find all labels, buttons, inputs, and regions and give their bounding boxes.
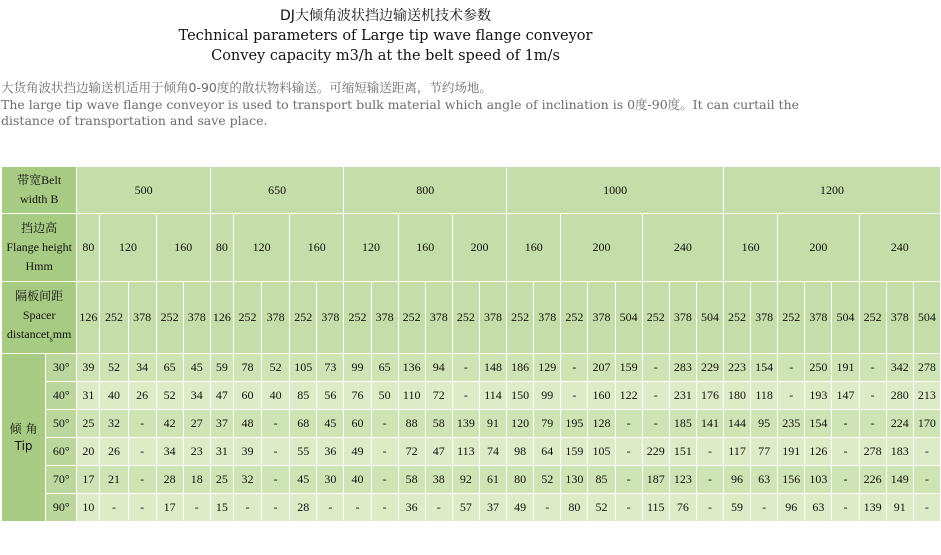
capacity-cell: 63: [751, 466, 778, 494]
capacity-cell: 28: [290, 494, 317, 522]
tip-header: 倾 角 Tip: [2, 354, 46, 522]
table-row: [2, 354, 941, 382]
capacity-cell: 34: [156, 438, 183, 466]
capacity-cell: -: [913, 466, 940, 494]
capacity-cell: 60: [233, 382, 261, 410]
capacity-cell: 18: [183, 466, 210, 494]
spacer-cell: 252: [290, 282, 317, 354]
capacity-cell: 25: [77, 410, 100, 438]
capacity-cell: 26: [100, 438, 128, 466]
capacity-cell: -: [696, 494, 723, 522]
capacity-cell: -: [128, 466, 156, 494]
capacity-cell: 73: [317, 354, 344, 382]
capacity-cell: 27: [183, 410, 210, 438]
capacity-cell: 88: [398, 410, 425, 438]
flange-height-cell: 160: [507, 214, 561, 282]
capacity-cell: 180: [724, 382, 751, 410]
capacity-cell: 52: [100, 354, 128, 382]
capacity-cell: 56: [317, 382, 344, 410]
capacity-cell: 122: [615, 382, 642, 410]
capacity-cell: -: [615, 466, 642, 494]
capacity-cell: 159: [615, 354, 642, 382]
capacity-cell: 31: [210, 438, 233, 466]
capacity-cell: -: [832, 494, 859, 522]
capacity-cell: -: [262, 410, 290, 438]
capacity-cell: 17: [77, 466, 100, 494]
spacer-cell: 378: [534, 282, 561, 354]
capacity-cell: 42: [156, 410, 183, 438]
capacity-cell: 58: [425, 410, 452, 438]
capacity-cell: 72: [398, 438, 425, 466]
capacity-cell: 78: [233, 354, 261, 382]
capacity-cell: -: [183, 494, 210, 522]
capacity-cell: 139: [452, 410, 479, 438]
capacity-cell: 26: [128, 382, 156, 410]
capacity-cell: 115: [642, 494, 669, 522]
spacer-cell: 378: [886, 282, 913, 354]
angle-cell: 90°: [46, 494, 77, 522]
capacity-cell: -: [778, 354, 805, 382]
capacity-cell: 32: [233, 466, 261, 494]
capacity-cell: -: [696, 466, 723, 494]
spacer-cell: 126: [77, 282, 100, 354]
capacity-cell: 17: [156, 494, 183, 522]
capacity-cell: 160: [588, 382, 615, 410]
capacity-cell: 342: [886, 354, 913, 382]
capacity-cell: -: [615, 410, 642, 438]
angle-cell: 30°: [46, 354, 77, 382]
capacity-cell: -: [262, 494, 290, 522]
flange-height-cell: 80: [77, 214, 100, 282]
capacity-cell: -: [371, 410, 398, 438]
capacity-cell: 213: [913, 382, 940, 410]
capacity-cell: 15: [210, 494, 233, 522]
capacity-cell: 20: [77, 438, 100, 466]
capacity-cell: 91: [479, 410, 506, 438]
capacity-cell: -: [642, 354, 669, 382]
table-row: [2, 494, 941, 522]
spacer-cell: 252: [100, 282, 128, 354]
capacity-cell: -: [561, 354, 588, 382]
capacity-cell: -: [859, 410, 886, 438]
capacity-cell: -: [317, 494, 344, 522]
capacity-cell: 52: [534, 466, 561, 494]
capacity-cell: 25: [210, 466, 233, 494]
flange-height-cell: 120: [233, 214, 289, 282]
capacity-cell: 55: [290, 438, 317, 466]
capacity-cell: 32: [100, 410, 128, 438]
capacity-cell: 52: [262, 354, 290, 382]
capacity-cell: 147: [832, 382, 859, 410]
spacer-cell: 252: [156, 282, 183, 354]
capacity-cell: -: [832, 410, 859, 438]
title-cn: DJ大倾角波状挡边输送机技术参数: [280, 8, 491, 24]
capacity-cell: 34: [183, 382, 210, 410]
spacer-cell: 378: [425, 282, 452, 354]
intro-en: The large tip wave flange conveyor is used to transport bulk material which angle of inclination is 0度-90度。It can curtail the distance of transportation and save place.: [1, 97, 800, 128]
capacity-cell: 103: [805, 466, 832, 494]
capacity-cell: 85: [588, 466, 615, 494]
capacity-cell: 40: [100, 382, 128, 410]
capacity-cell: 59: [210, 354, 233, 382]
capacity-cell: -: [615, 494, 642, 522]
capacity-cell: 36: [398, 494, 425, 522]
angle-cell: 50°: [46, 410, 77, 438]
spacer-cell: 378: [317, 282, 344, 354]
belt-width-cell: 1200: [724, 167, 941, 214]
spacer-cell: 252: [778, 282, 805, 354]
capacity-cell: 45: [317, 410, 344, 438]
capacity-cell: 123: [669, 466, 696, 494]
spacer-cell: 378: [262, 282, 290, 354]
capacity-cell: 136: [398, 354, 425, 382]
capacity-cell: 191: [832, 354, 859, 382]
capacity-cell: 235: [778, 410, 805, 438]
capacity-cell: 40: [262, 382, 290, 410]
capacity-cell: 154: [805, 410, 832, 438]
capacity-cell: 21: [100, 466, 128, 494]
table-row: [2, 410, 941, 438]
capacity-cell: 118: [751, 382, 778, 410]
flange-height-cell: 240: [642, 214, 723, 282]
spec-table: [1, 166, 941, 522]
capacity-cell: 47: [425, 438, 452, 466]
belt-width-cell: 500: [77, 167, 211, 214]
spacer-cell: 378: [805, 282, 832, 354]
capacity-cell: -: [642, 410, 669, 438]
capacity-cell: -: [696, 438, 723, 466]
flange-height-row: [2, 214, 941, 282]
capacity-cell: 74: [479, 438, 506, 466]
capacity-cell: 65: [156, 354, 183, 382]
capacity-cell: -: [128, 494, 156, 522]
capacity-cell: 224: [886, 410, 913, 438]
capacity-cell: 185: [669, 410, 696, 438]
capacity-cell: -: [642, 382, 669, 410]
spacer-cell: 378: [479, 282, 506, 354]
capacity-cell: -: [913, 494, 940, 522]
capacity-cell: 77: [751, 438, 778, 466]
spacer-cell: 252: [561, 282, 588, 354]
capacity-cell: 37: [210, 410, 233, 438]
capacity-cell: 128: [588, 410, 615, 438]
capacity-cell: 126: [805, 438, 832, 466]
capacity-cell: -: [371, 438, 398, 466]
flange-height-header: 挡边高 Flange height Hmm: [2, 214, 77, 282]
flange-height-cell: 80: [210, 214, 233, 282]
capacity-cell: 60: [344, 410, 371, 438]
capacity-cell: 176: [696, 382, 723, 410]
angle-cell: 70°: [46, 466, 77, 494]
capacity-cell: -: [128, 438, 156, 466]
capacity-cell: 63: [805, 494, 832, 522]
capacity-cell: 39: [77, 354, 100, 382]
spacer-cell: 378: [588, 282, 615, 354]
capacity-cell: 150: [507, 382, 534, 410]
capacity-cell: 130: [561, 466, 588, 494]
capacity-cell: 283: [669, 354, 696, 382]
spacer-row: [2, 282, 941, 354]
spacer-cell: 252: [507, 282, 534, 354]
capacity-cell: -: [778, 382, 805, 410]
spacer-cell: 252: [859, 282, 886, 354]
belt-width-row: [2, 167, 941, 214]
spacer-cell: 252: [344, 282, 371, 354]
flange-height-cell: 160: [398, 214, 452, 282]
capacity-cell: 61: [479, 466, 506, 494]
capacity-cell: 76: [344, 382, 371, 410]
capacity-cell: 139: [859, 494, 886, 522]
capacity-cell: 105: [588, 438, 615, 466]
capacity-cell: 278: [859, 438, 886, 466]
flange-height-cell: 200: [452, 214, 506, 282]
spacer-cell: 252: [724, 282, 751, 354]
capacity-cell: 231: [669, 382, 696, 410]
capacity-cell: -: [452, 354, 479, 382]
capacity-cell: 154: [751, 354, 778, 382]
flange-height-cell: 240: [859, 214, 940, 282]
capacity-cell: 45: [183, 354, 210, 382]
capacity-cell: 28: [156, 466, 183, 494]
capacity-cell: -: [262, 438, 290, 466]
capacity-cell: 49: [507, 494, 534, 522]
angle-cell: 40°: [46, 382, 77, 410]
capacity-cell: -: [371, 494, 398, 522]
belt-width-cell: 800: [344, 167, 507, 214]
capacity-cell: 50: [371, 382, 398, 410]
capacity-cell: 229: [642, 438, 669, 466]
spacer-header: 隔板间距 Spacer distancet$_s$mm: [2, 282, 77, 354]
spacer-cell: 252: [642, 282, 669, 354]
capacity-cell: 187: [642, 466, 669, 494]
capacity-cell: 45: [290, 466, 317, 494]
capacity-cell: 151: [669, 438, 696, 466]
table-row: [2, 382, 941, 410]
capacity-cell: -: [615, 438, 642, 466]
spacer-cell: 126: [210, 282, 233, 354]
capacity-cell: 92: [452, 466, 479, 494]
spacer-cell: 378: [183, 282, 210, 354]
capacity-cell: -: [262, 466, 290, 494]
capacity-cell: 144: [724, 410, 751, 438]
capacity-cell: 280: [886, 382, 913, 410]
capacity-cell: -: [859, 354, 886, 382]
angle-cell: 60°: [46, 438, 77, 466]
capacity-cell: 159: [561, 438, 588, 466]
capacity-cell: 94: [425, 354, 452, 382]
title-en-2: Convey capacity m3/h at the belt speed of 1m/s: [211, 48, 560, 64]
capacity-cell: 91: [886, 494, 913, 522]
capacity-cell: 64: [534, 438, 561, 466]
capacity-cell: 141: [696, 410, 723, 438]
spacer-cell: 252: [452, 282, 479, 354]
capacity-cell: 80: [507, 466, 534, 494]
capacity-cell: -: [452, 382, 479, 410]
spacer-cell: 504: [832, 282, 859, 354]
capacity-cell: 195: [561, 410, 588, 438]
capacity-cell: 79: [534, 410, 561, 438]
belt-width-cell: 650: [210, 167, 344, 214]
spacer-cell: 378: [371, 282, 398, 354]
spacer-cell: 378: [751, 282, 778, 354]
capacity-cell: 110: [398, 382, 425, 410]
capacity-cell: 36: [317, 438, 344, 466]
capacity-cell: 105: [290, 354, 317, 382]
capacity-cell: 37: [479, 494, 506, 522]
capacity-cell: 191: [778, 438, 805, 466]
capacity-cell: 229: [696, 354, 723, 382]
capacity-cell: 98: [507, 438, 534, 466]
capacity-cell: 52: [588, 494, 615, 522]
spacer-cell: 252: [398, 282, 425, 354]
title-en-1: Technical parameters of Large tip wave flange conveyor: [178, 28, 593, 44]
belt-width-cell: 1000: [507, 167, 724, 214]
capacity-cell: 80: [561, 494, 588, 522]
capacity-cell: -: [859, 382, 886, 410]
capacity-cell: 76: [669, 494, 696, 522]
spacer-cell: 378: [669, 282, 696, 354]
belt-width-header: 带宽Belt width B: [2, 167, 77, 214]
capacity-cell: 99: [534, 382, 561, 410]
capacity-cell: 72: [425, 382, 452, 410]
capacity-cell: 85: [290, 382, 317, 410]
capacity-cell: 129: [534, 354, 561, 382]
intro-block: [1, 80, 821, 129]
capacity-cell: 47: [210, 382, 233, 410]
capacity-cell: 48: [233, 410, 261, 438]
capacity-cell: -: [371, 466, 398, 494]
capacity-cell: 120: [507, 410, 534, 438]
capacity-cell: -: [425, 494, 452, 522]
capacity-cell: -: [100, 494, 128, 522]
capacity-cell: 96: [778, 494, 805, 522]
flange-height-cell: 160: [724, 214, 778, 282]
capacity-cell: -: [832, 438, 859, 466]
capacity-cell: -: [344, 494, 371, 522]
spacer-cell: 504: [615, 282, 642, 354]
capacity-cell: 65: [371, 354, 398, 382]
capacity-cell: 113: [452, 438, 479, 466]
capacity-cell: -: [832, 466, 859, 494]
capacity-cell: 226: [859, 466, 886, 494]
capacity-cell: 34: [128, 354, 156, 382]
capacity-cell: 23: [183, 438, 210, 466]
capacity-cell: 68: [290, 410, 317, 438]
table-row: [2, 438, 941, 466]
capacity-cell: 223: [724, 354, 751, 382]
capacity-cell: 30: [317, 466, 344, 494]
capacity-cell: -: [751, 494, 778, 522]
flange-height-cell: 200: [561, 214, 642, 282]
capacity-cell: 156: [778, 466, 805, 494]
spacer-cell: 504: [696, 282, 723, 354]
title-block: [0, 6, 771, 66]
capacity-cell: 207: [588, 354, 615, 382]
capacity-cell: 39: [233, 438, 261, 466]
capacity-cell: 59: [724, 494, 751, 522]
table-row: [2, 466, 941, 494]
capacity-cell: 58: [398, 466, 425, 494]
flange-height-cell: 120: [344, 214, 398, 282]
capacity-cell: 99: [344, 354, 371, 382]
capacity-cell: -: [233, 494, 261, 522]
capacity-cell: 170: [913, 410, 940, 438]
flange-height-cell: 160: [156, 214, 210, 282]
capacity-cell: 193: [805, 382, 832, 410]
capacity-cell: 57: [452, 494, 479, 522]
capacity-cell: 49: [344, 438, 371, 466]
capacity-cell: -: [561, 382, 588, 410]
capacity-cell: 40: [344, 466, 371, 494]
flange-height-cell: 120: [100, 214, 156, 282]
capacity-cell: 95: [751, 410, 778, 438]
flange-height-cell: 200: [778, 214, 859, 282]
capacity-cell: 250: [805, 354, 832, 382]
capacity-cell: 148: [479, 354, 506, 382]
spacer-cell: 378: [128, 282, 156, 354]
capacity-cell: 38: [425, 466, 452, 494]
spacer-cell: 504: [913, 282, 940, 354]
spacer-cell: 252: [233, 282, 261, 354]
capacity-cell: 96: [724, 466, 751, 494]
capacity-cell: 52: [156, 382, 183, 410]
capacity-cell: 31: [77, 382, 100, 410]
capacity-cell: 183: [886, 438, 913, 466]
capacity-cell: -: [913, 438, 940, 466]
capacity-cell: -: [534, 494, 561, 522]
capacity-cell: 278: [913, 354, 940, 382]
capacity-cell: -: [128, 410, 156, 438]
capacity-cell: 149: [886, 466, 913, 494]
capacity-cell: 186: [507, 354, 534, 382]
capacity-cell: 10: [77, 494, 100, 522]
flange-height-cell: 160: [290, 214, 344, 282]
capacity-cell: 114: [479, 382, 506, 410]
intro-cn: 大货角波状挡边输送机适用于倾角0-90度的散状物料输送。可缩短输送距离，节约场地。: [1, 80, 492, 95]
capacity-cell: 117: [724, 438, 751, 466]
